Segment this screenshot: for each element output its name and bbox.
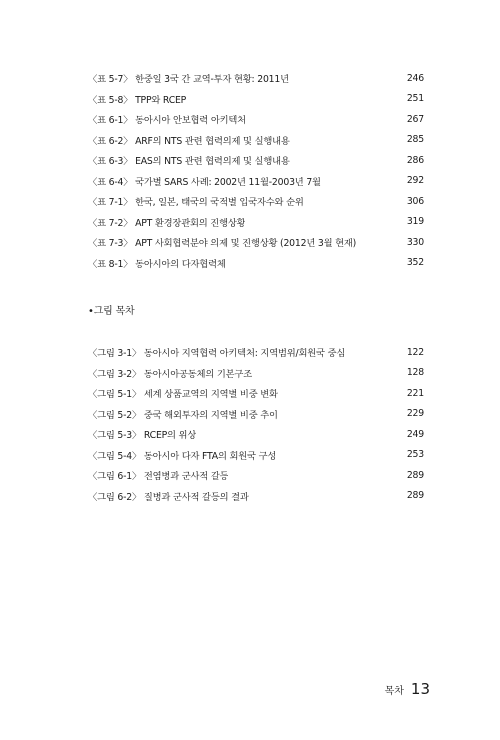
table-entry-page: 306 — [406, 195, 424, 207]
figure-entry-title: 〈그림 5-2〉 중국 해외투자의 지역별 비중 추이 — [88, 409, 278, 421]
table-entry — [88, 212, 424, 233]
figure-entry — [88, 424, 424, 445]
figure-entry-title: 〈그림 3-1〉 동아시아 지역협력 아키텍처: 지역범위/회원국 중심 — [88, 348, 346, 360]
table-entry — [88, 130, 424, 151]
table-entry-title: 〈표 6-1〉 동아시아 안보협력 아키텍처 — [88, 115, 246, 127]
figure-entry-title: 〈그림 5-1〉 세계 상품교역의 지역별 비중 변화 — [88, 389, 278, 401]
figure-entry-title: 〈그림 5-3〉 RCEP의 위상 — [88, 430, 197, 442]
table-entry-title: 〈표 5-8〉 TPP와 RCEP — [88, 94, 187, 106]
table-entry-title: 〈표 6-4〉 국가별 SARS 사례: 2002년 11월-2003년 7월 — [88, 176, 321, 188]
figure-list — [88, 342, 424, 506]
table-entry — [88, 150, 424, 171]
figure-entry-page: 128 — [406, 367, 424, 379]
table-entry-title: 〈표 7-1〉 한국, 일본, 태국의 국적별 입국자수와 순위 — [88, 197, 304, 209]
table-entry-page: 352 — [406, 257, 424, 269]
table-entry — [88, 109, 424, 130]
table-entry-page: 286 — [406, 154, 424, 166]
figure-entry — [88, 486, 424, 507]
page-footer — [385, 680, 430, 698]
figure-entry — [88, 383, 424, 404]
table-entry-page: 319 — [406, 216, 424, 228]
figure-entry-page: 122 — [406, 346, 424, 358]
figure-entry — [88, 342, 424, 363]
table-entry — [88, 232, 424, 253]
figure-entry-title: 〈그림 6-2〉 질병과 군사적 갈등의 결과 — [88, 491, 249, 503]
table-entry-title: 〈표 8-1〉 동아시아의 다자협력체 — [88, 258, 226, 270]
table-entry — [88, 89, 424, 110]
table-entry-page: 251 — [406, 93, 424, 105]
table-entry-title: 〈표 6-3〉 EAS의 NTS 관련 협력의제 및 실행내용 — [88, 156, 290, 168]
table-entry-title: 〈표 6-2〉 ARF의 NTS 관련 협력의제 및 실행내용 — [88, 135, 290, 147]
table-entry-page: 267 — [406, 113, 424, 125]
table-entry-page: 246 — [406, 72, 424, 84]
table-entry — [88, 68, 424, 89]
table-entry-title: 〈표 5-7〉 한중일 3국 간 교역-투자 현황: 2011년 — [88, 74, 289, 86]
table-entry-page: 292 — [406, 175, 424, 187]
table-entry-page: 285 — [406, 134, 424, 146]
table-entry-title: 〈표 7-2〉 APT 환경장관회의 진행상황 — [88, 217, 246, 229]
figures-heading: •그림 목차 — [88, 306, 135, 317]
figure-entry-title: 〈그림 5-4〉 동아시아 다자 FTA의 회원국 구성 — [88, 450, 277, 462]
figure-entry-title: 〈그림 3-2〉 동아시아공동체의 기본구조 — [88, 368, 252, 380]
table-entry — [88, 171, 424, 192]
figure-entry-page: 249 — [406, 428, 424, 440]
table-list — [88, 68, 424, 273]
table-entry — [88, 253, 424, 274]
figure-entry-page: 221 — [406, 387, 424, 399]
footer-label: 목차 — [384, 686, 404, 697]
page-number: 13 — [410, 680, 430, 698]
figure-entry-page: 289 — [406, 490, 424, 502]
figure-entry-title: 〈그림 6-1〉 전염병과 군사적 갈등 — [88, 471, 229, 483]
figure-entry — [88, 465, 424, 486]
table-entry-title: 〈표 7-3〉 APT 사회협력분야 의제 및 진행상황 (2012년 3월 현재) — [88, 238, 357, 250]
figure-entry-page: 289 — [406, 469, 424, 481]
figure-entry-page: 229 — [406, 408, 424, 420]
table-entry — [88, 191, 424, 212]
figure-entry — [88, 445, 424, 466]
table-entry-page: 330 — [406, 236, 424, 248]
figure-entry — [88, 404, 424, 425]
figure-entry-page: 253 — [406, 449, 424, 461]
figure-entry — [88, 363, 424, 384]
